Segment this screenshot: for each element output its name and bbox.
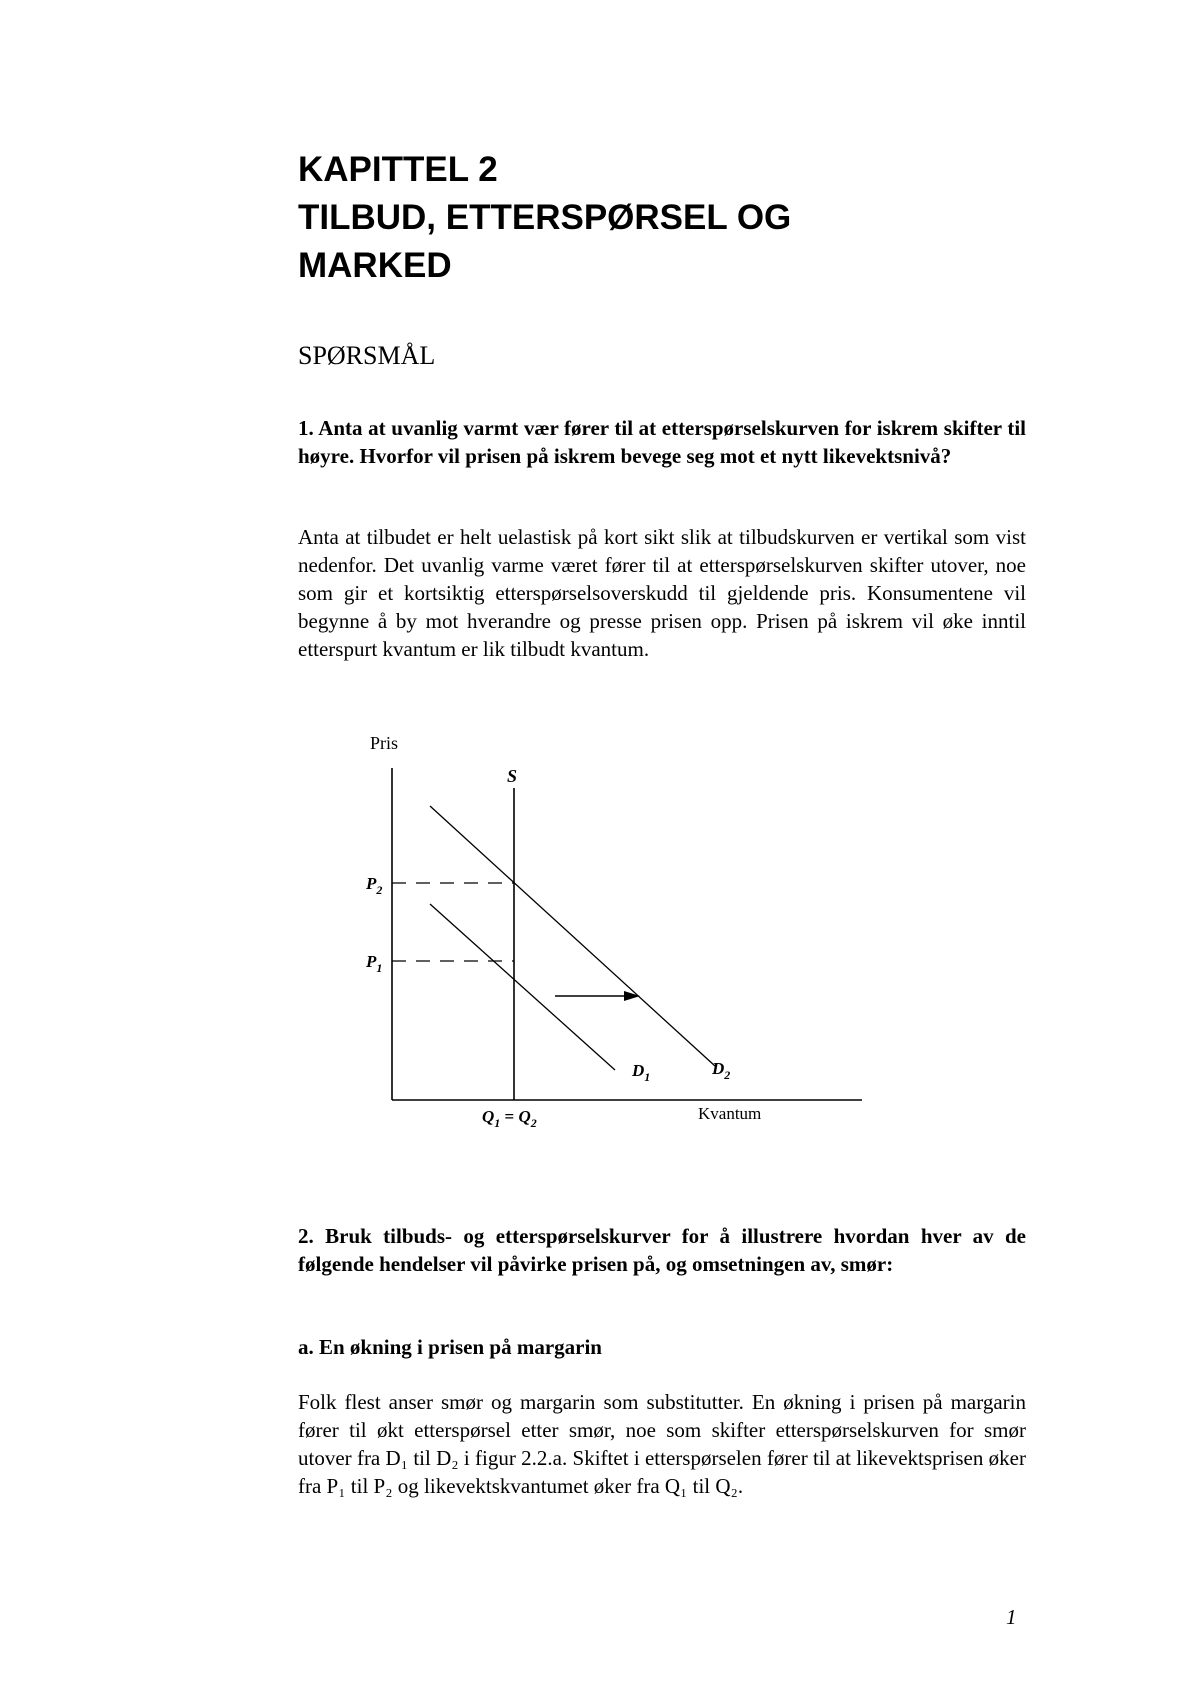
- chapter-heading: [298, 146, 1026, 290]
- demand-curve-d2: [430, 806, 715, 1066]
- answer-2a: Folk flest anser smør og margarin som substitutter. En økning i prisen på margarin fører til økt etterspørsel etter smør, noe som skifter etterspørselskurven for smør utover fra D₁ til D₂ i figur 2.2.a. Skiftet i etterspørselen fører til at likevektsprisen øker fra P₁ til P₂ og likevektskvantumet øker fra Q₁ til Q₂.: [298, 1390, 1026, 1498]
- question-2a-heading: a. En økning i prisen på margarin: [298, 1335, 602, 1359]
- demand-curve-d1: [430, 904, 615, 1070]
- section-title: SPØRSMÅL: [298, 341, 436, 370]
- answer-1: Anta at tilbudet er helt uelastisk på kort sikt slik at tilbudskurven er vertikal som vist nedenfor. Det uvanlig varme været fører til at etterspørselskurven skifter utover, noe som gir et kortsiktig etterspørselsoverskudd til gjeldende pris. Konsumentene vil begynne å by mot hverandre og presse prisen opp. Prisen på iskrem vil øke inntil etterspurt kvantum er lik tilbudt kvantum.: [298, 525, 1026, 661]
- x-axis-label: Kvantum: [698, 1104, 762, 1123]
- question-1: 1. Anta at uvanlig varmt vær fører til at etterspørselskurven for iskrem skifter til høyre. Hvorfor vil prisen på iskrem bevege seg mot et nytt likevektsnivå?: [298, 416, 1026, 468]
- d1-label: $D_1$: [632, 1061, 651, 1084]
- supply-demand-figure: [360, 728, 880, 1138]
- question-2: 2. Bruk tilbuds- og etterspørselskurver for å illustrere hvordan hver av de følgende hendelser vil påvirke prisen på, og omsetningen av, smør:: [298, 1224, 1026, 1276]
- p1-label: $P_1$: [366, 952, 383, 975]
- p2-label: $P_2$: [366, 874, 383, 897]
- chapter-title-line-2: MARKED: [298, 246, 452, 285]
- shift-arrow-head: [624, 991, 640, 1001]
- y-axis-label: Pris: [370, 733, 399, 753]
- d2-label: $D_2$: [712, 1059, 731, 1082]
- chapter-number: KAPITTEL 2: [298, 150, 498, 189]
- quantity-equilibrium-label: $Q_1 = Q_2$: [482, 1107, 537, 1130]
- page-number: 1: [1006, 1605, 1017, 1629]
- supply-demand-diagram: [360, 728, 880, 1138]
- chapter-title-line-1: TILBUD, ETTERSPØRSEL OG: [298, 198, 792, 237]
- supply-label: S: [507, 766, 518, 786]
